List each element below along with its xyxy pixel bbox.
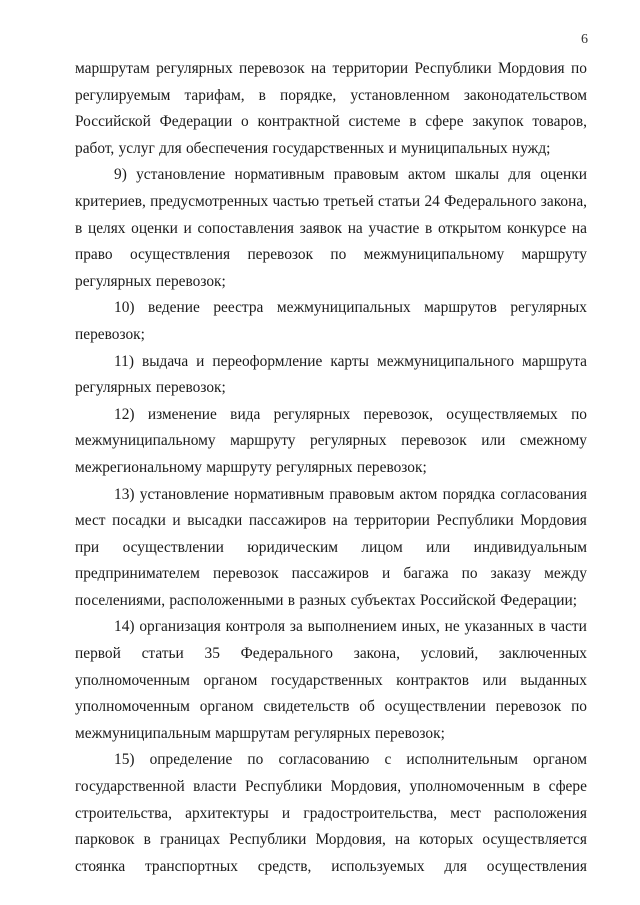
word: нормативным xyxy=(234,485,325,503)
word: по xyxy=(571,60,587,77)
word: заключенных xyxy=(498,645,587,663)
word: предусмотренных xyxy=(150,192,269,210)
word: при xyxy=(75,538,100,556)
word: расположенными xyxy=(169,591,284,609)
word: перевозок; xyxy=(75,325,145,343)
word: маршруту xyxy=(521,246,587,264)
word: 14) xyxy=(114,618,135,636)
word: закона, xyxy=(353,645,400,663)
word: в xyxy=(75,219,83,237)
word: выдача xyxy=(141,352,189,370)
text-line xyxy=(75,721,587,748)
word: перевозок; xyxy=(356,458,427,476)
word: индивидуальным xyxy=(473,538,587,556)
word: Федерации; xyxy=(500,591,578,609)
word: установленном xyxy=(350,86,450,104)
word: в xyxy=(287,591,296,609)
word: ведение xyxy=(148,299,200,317)
word: 13) xyxy=(114,485,135,503)
text-line xyxy=(75,614,587,641)
word: осуществлении xyxy=(384,698,486,716)
word: маршрутам xyxy=(75,60,150,77)
text-line xyxy=(75,508,587,535)
word: высадки xyxy=(187,512,243,530)
word: актом xyxy=(407,166,446,184)
word: Российской xyxy=(75,113,151,131)
text-line xyxy=(75,162,587,189)
word: выданных xyxy=(520,671,587,689)
text-line xyxy=(75,801,587,828)
text-line xyxy=(75,322,587,349)
word: на xyxy=(311,60,327,77)
word: маршрутам xyxy=(215,724,290,742)
word: Республики xyxy=(436,512,514,530)
word: посадки xyxy=(112,512,166,530)
text-line xyxy=(75,109,587,136)
word: Федерального xyxy=(444,192,537,210)
word: порядка xyxy=(442,485,496,503)
word: границах xyxy=(159,831,221,849)
text-line xyxy=(75,349,587,376)
word: или xyxy=(481,432,506,450)
word: органом xyxy=(203,671,258,689)
word: согласованию xyxy=(278,751,370,769)
text-line xyxy=(75,56,587,83)
word: перевозок, xyxy=(363,405,433,423)
word: в xyxy=(258,86,266,104)
word: части xyxy=(550,618,587,636)
word: маршрута xyxy=(522,352,587,370)
word: осуществления xyxy=(129,246,231,264)
word: перевозок xyxy=(247,246,314,264)
word: межмуниципальных xyxy=(276,299,411,317)
word: для xyxy=(444,857,467,875)
text-line xyxy=(75,295,587,322)
word: перевозок; xyxy=(155,379,226,397)
word: или xyxy=(426,538,451,556)
word: тарифам, xyxy=(184,86,245,104)
word: которых xyxy=(419,831,474,849)
word: регулярных xyxy=(156,60,233,77)
word: по xyxy=(571,698,587,716)
word: правовым xyxy=(333,166,399,184)
word: выполнением xyxy=(307,618,397,636)
word: сопоставления xyxy=(197,219,295,237)
word: исполнительным xyxy=(406,751,518,769)
word: Федерации xyxy=(159,113,233,131)
word: государственной xyxy=(75,778,185,796)
word: работ, xyxy=(75,139,115,157)
word: установление xyxy=(136,166,226,184)
word: порядке, xyxy=(279,86,337,104)
word: указанных xyxy=(464,618,534,636)
word: оценки xyxy=(540,166,587,184)
word: осуществляемых xyxy=(446,405,558,423)
word: уполномоченным xyxy=(75,698,190,716)
word: услуг xyxy=(118,139,155,157)
word: об xyxy=(359,698,375,716)
word: перевозок; xyxy=(374,724,445,742)
word: пассажиров xyxy=(248,512,327,530)
word: архитектуры xyxy=(185,804,269,822)
word: межрегиональному xyxy=(75,458,202,476)
word: по xyxy=(461,565,478,583)
word: статьи xyxy=(378,192,421,210)
word: 9) xyxy=(114,166,127,184)
word: межмуниципальному xyxy=(363,246,505,264)
word: маршруту xyxy=(206,458,272,476)
word: определение xyxy=(149,751,233,769)
word: поселениями, xyxy=(75,591,166,609)
text-line xyxy=(75,694,587,721)
word: Мордовия, xyxy=(330,778,402,796)
word: по xyxy=(330,246,347,264)
word: первой xyxy=(75,645,121,663)
text-line xyxy=(75,455,587,482)
word: регулируемым xyxy=(75,86,171,104)
word: заказу xyxy=(490,565,532,583)
word: для xyxy=(508,166,531,184)
word: критериев, xyxy=(75,192,146,210)
word: и xyxy=(183,219,192,237)
word: изменение xyxy=(147,405,217,423)
text-line xyxy=(75,535,587,562)
word: между xyxy=(544,565,587,583)
text-line xyxy=(75,588,587,615)
word: Федерального xyxy=(240,645,333,663)
word: в xyxy=(538,618,546,636)
text-line xyxy=(75,747,587,774)
page-number: 6 xyxy=(581,32,588,47)
word: и xyxy=(382,565,391,583)
text-line xyxy=(75,561,587,588)
word: открытом xyxy=(437,219,502,237)
word: по xyxy=(571,405,587,423)
word: конкурсе xyxy=(507,219,567,237)
word: установление xyxy=(139,485,229,503)
word: в xyxy=(409,113,417,131)
word: 12) xyxy=(114,405,135,423)
word: территории xyxy=(332,60,409,77)
word: на xyxy=(395,831,411,849)
word: Мордовия, xyxy=(315,831,386,849)
word: Республики xyxy=(229,831,307,849)
word: право xyxy=(75,246,113,264)
word: транспортных xyxy=(144,857,238,875)
word: межмуниципальному xyxy=(75,432,216,450)
word: разных xyxy=(299,591,347,609)
word: с xyxy=(384,751,392,769)
text-line xyxy=(75,136,587,163)
word: на xyxy=(571,219,587,237)
word: градостроительства, xyxy=(303,804,438,822)
word: межмуниципального xyxy=(376,352,515,370)
word: третьей xyxy=(323,192,374,210)
word: территории xyxy=(354,512,430,530)
word: государственных xyxy=(270,671,383,689)
word: используемых xyxy=(331,857,425,875)
text-line xyxy=(75,641,587,668)
word: по xyxy=(247,751,264,769)
word: Республики xyxy=(414,60,492,77)
text-line xyxy=(75,774,587,801)
word: и xyxy=(196,352,205,370)
word: уполномоченным xyxy=(75,671,190,689)
word: системе xyxy=(348,113,401,131)
text-line xyxy=(75,189,587,216)
word: государственных xyxy=(272,139,385,157)
word: оценки xyxy=(131,219,178,237)
word: не xyxy=(444,618,460,636)
word: перевозок xyxy=(212,565,279,583)
word: частью xyxy=(272,192,320,210)
word: карты xyxy=(330,352,369,370)
text-line xyxy=(75,242,587,269)
word: актом xyxy=(399,485,438,503)
word: Республики xyxy=(244,778,323,796)
text-line xyxy=(75,854,587,881)
text-line xyxy=(75,216,587,243)
word: регулярных xyxy=(273,405,351,423)
word: 11) xyxy=(114,352,134,370)
word: 35 xyxy=(204,645,220,663)
text-line xyxy=(75,402,587,429)
word: муниципальных xyxy=(401,139,508,157)
text-line xyxy=(75,668,587,695)
word: Российской xyxy=(419,591,496,609)
word: лицом xyxy=(361,538,403,556)
word: осуществления xyxy=(486,857,587,875)
word: закупок xyxy=(472,113,524,131)
word: регулярных xyxy=(75,272,152,290)
word: перевозок xyxy=(401,432,467,450)
word: Мордовия xyxy=(520,512,587,530)
word: в xyxy=(425,219,433,237)
word: регулярных xyxy=(510,299,587,317)
word: средств, xyxy=(257,857,312,875)
text-line xyxy=(75,428,587,455)
word: и xyxy=(281,804,291,822)
word: вида xyxy=(230,405,261,423)
word: статьи xyxy=(141,645,184,663)
word: мест xyxy=(450,804,481,822)
document-body xyxy=(75,56,587,880)
word: маршруту xyxy=(230,432,296,450)
word: в xyxy=(143,831,151,849)
word: органом xyxy=(533,751,587,769)
word: реестра xyxy=(213,299,264,317)
word: закона, xyxy=(540,192,587,210)
word: условий, xyxy=(420,645,479,663)
word: регулярных xyxy=(294,724,371,742)
word: предпринимателем xyxy=(75,565,200,583)
word: смежному xyxy=(519,432,587,450)
word: маршрутов xyxy=(424,299,497,317)
word: перевозок xyxy=(495,698,562,716)
word: Мордовия xyxy=(498,60,565,77)
word: строительства, xyxy=(75,804,172,822)
word: для xyxy=(159,139,182,157)
word: или xyxy=(482,671,507,689)
text-line xyxy=(75,482,587,509)
word: осуществлении xyxy=(122,538,224,556)
word: товаров, xyxy=(532,113,587,131)
word: нормативным xyxy=(234,166,325,184)
word: субъектах xyxy=(350,591,416,609)
word: контрактной xyxy=(257,113,340,131)
text-line xyxy=(75,269,587,296)
word: регулярных xyxy=(275,458,353,476)
word: перевозок xyxy=(239,60,305,77)
word: о xyxy=(241,113,249,131)
word: организация xyxy=(139,618,221,636)
word: целях xyxy=(87,219,126,237)
word: власти xyxy=(193,778,237,796)
word: нужд; xyxy=(511,139,551,157)
word: багажа xyxy=(403,565,449,583)
word: уполномоченным xyxy=(409,778,525,796)
word: обеспечения xyxy=(185,139,269,157)
word: 24 xyxy=(424,192,440,210)
word: юридическим xyxy=(247,538,339,556)
word: пассажиров xyxy=(291,565,369,583)
word: заявок xyxy=(299,219,343,237)
word: согласования xyxy=(500,485,587,503)
word: расположения xyxy=(494,804,587,822)
text-line xyxy=(75,375,587,402)
word: и xyxy=(172,512,181,530)
word: межмуниципальным xyxy=(75,724,211,742)
word: переоформление xyxy=(212,352,323,370)
word: регулярных xyxy=(309,432,387,450)
word: сфере xyxy=(425,113,464,131)
word: контрактов xyxy=(396,671,469,689)
word: осуществляется xyxy=(482,831,587,849)
word: сфере xyxy=(548,778,587,796)
word: иных, xyxy=(401,618,440,636)
word: контроля xyxy=(225,618,286,636)
word: законодательством xyxy=(463,86,587,104)
word: стоянка xyxy=(75,857,126,875)
word: мест xyxy=(75,512,106,530)
word: 15) xyxy=(114,751,135,769)
word: и xyxy=(388,139,397,157)
text-line xyxy=(75,827,587,854)
word: в xyxy=(532,778,541,796)
word: перевозок; xyxy=(155,272,226,290)
word: парковок xyxy=(75,831,135,849)
text-line xyxy=(75,83,587,110)
word: свидетельств xyxy=(263,698,350,716)
word: участие xyxy=(368,219,420,237)
word: на xyxy=(332,512,348,530)
word: за xyxy=(289,618,303,636)
word: регулярных xyxy=(75,379,152,397)
word: 10) xyxy=(114,299,135,317)
word: правовым xyxy=(329,485,395,503)
word: шкалы xyxy=(455,166,500,184)
word: органом xyxy=(199,698,254,716)
word: на xyxy=(347,219,363,237)
